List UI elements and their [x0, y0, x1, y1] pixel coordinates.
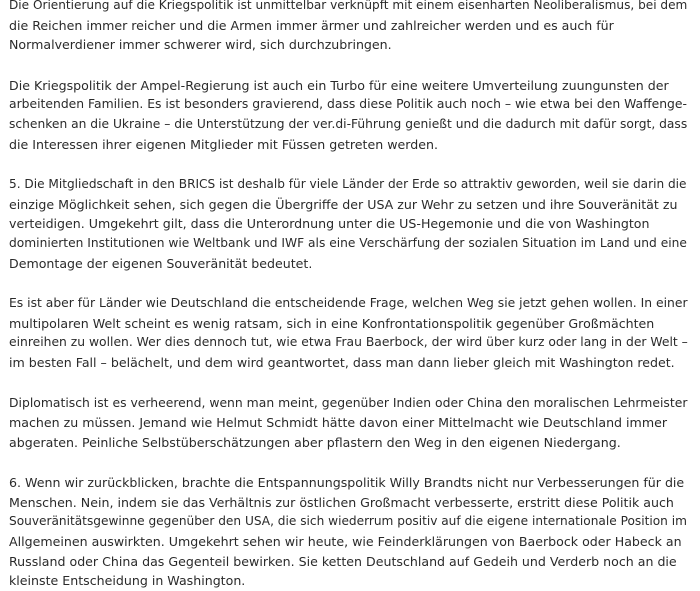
- text-line: schenken an die Ukraine – die Unterstützung der ver.di-Führung genießt und die dadurch mit dafür sorgt, dass: [9, 116, 688, 131]
- text-line: dominierten Institutionen wie Weltbank und IWF als eine Verschärfung der sozialen Situation im Land und eine: [9, 235, 687, 250]
- text-line: Allgemeinen auswirkten. Umgekehrt sehen wir heute, wie Feinderklärungen von Baerbock oder Habeck an: [9, 534, 682, 550]
- text-line: einzige Möglichkeit sehen, sich gegen die Übergriffe der USA zur Wehr zu setzen und ihre Souveränität zu: [9, 196, 678, 212]
- paragraph-multipolar-world: [9, 294, 687, 372]
- text-line: 6. Wenn wir zurückblicken, brachte die Entspannungspolitik Willy Brandts nicht nur Verbesserungen für die: [9, 475, 685, 491]
- text-line: Diplomatisch ist es verheerend, wenn man meint, gegenüber Indien oder China den moralischen Lehrmeister: [9, 395, 688, 410]
- text-line: die Reichen immer reicher und die Armen immer ärmer und zahlreicher werden und es auch für: [9, 17, 614, 33]
- text-line: multipolaren Welt scheint es wenig ratsam, sich in eine Konfrontationspolitik gegenüber Großmächten: [9, 315, 655, 331]
- text-line: 5. Die Mitgliedschaft in den BRICS ist deshalb für viele Länder der Erde so attraktiv geworden, weil sie darin die: [9, 177, 687, 192]
- text-line: die Interessen ihrer eigenen Mitglieder mit Füssen getreten werden.: [9, 136, 438, 152]
- text-line: Menschen. Nein, indem sie das Verhältnis zur östlichen Großmacht verbesserte, erstritt diese Politik auch: [9, 494, 674, 510]
- text-line: Russland oder China das Gegenteil bewirken. Sie ketten Deutschland auf Gedeih und Verderb noch an die: [9, 553, 677, 569]
- text-line: kleinste Entscheidung in Washington.: [9, 573, 246, 589]
- text-line: einreihen zu wollen. Wer dies dennoch tut, wie etwa Frau Baerbock, der wird über kurz oder lang in der Welt –: [9, 335, 688, 350]
- paragraph-ampel-redistribution: [9, 76, 687, 154]
- text-line: im besten Fall – belächelt, und dem wird geantwortet, dass man dann lieber gleich mit Washington redet.: [9, 354, 675, 370]
- paragraph-point-5-brics: [9, 175, 687, 273]
- paragraph-neoliberalism: [9, 0, 687, 55]
- text-line: Souveränitätsgewinne gegenüber den USA, die sich wiederrum positiv auf die eigene internationale Position im: [9, 514, 687, 529]
- text-line: abgeraten. Peinliche Selbstüberschätzungen aber pflastern den Weg in den eigenen Niedergang.: [9, 434, 621, 450]
- paragraph-point-6-entspannung: [9, 473, 687, 591]
- paragraph-diplomacy: [9, 394, 687, 453]
- text-line: Normalverdiener immer schwerer wird, sich durchzubringen.: [9, 37, 392, 53]
- text-line: Es ist aber für Länder wie Deutschland die entscheidende Frage, welchen Weg sie jetzt gehen wollen. In einer: [9, 296, 688, 311]
- text-line: verteidigen. Umgekehrt gilt, dass die Unterordnung unter die US-Hegemonie und die von Washington: [9, 216, 650, 232]
- text-line: Demontage der eigenen Souveränität bedeutet.: [9, 255, 313, 271]
- text-line: machen zu müssen. Jemand wie Helmut Schmidt hätte davon einer Mittelmacht wie Deutschland immer: [9, 415, 668, 431]
- text-line: arbeitenden Familien. Es ist besonders gravierend, dass diese Politik auch noch – wie etwa bei den Waffenge-: [9, 97, 687, 112]
- text-line: Die Orientierung auf die Kriegspolitik ist unmittelbar verknüpft mit einem eisenharten Neoliberalismus, bei dem: [9, 0, 688, 12]
- text-line: Die Kriegspolitik der Ampel-Regierung ist auch ein Turbo für eine weitere Umverteilung zuungunsten der: [9, 77, 669, 93]
